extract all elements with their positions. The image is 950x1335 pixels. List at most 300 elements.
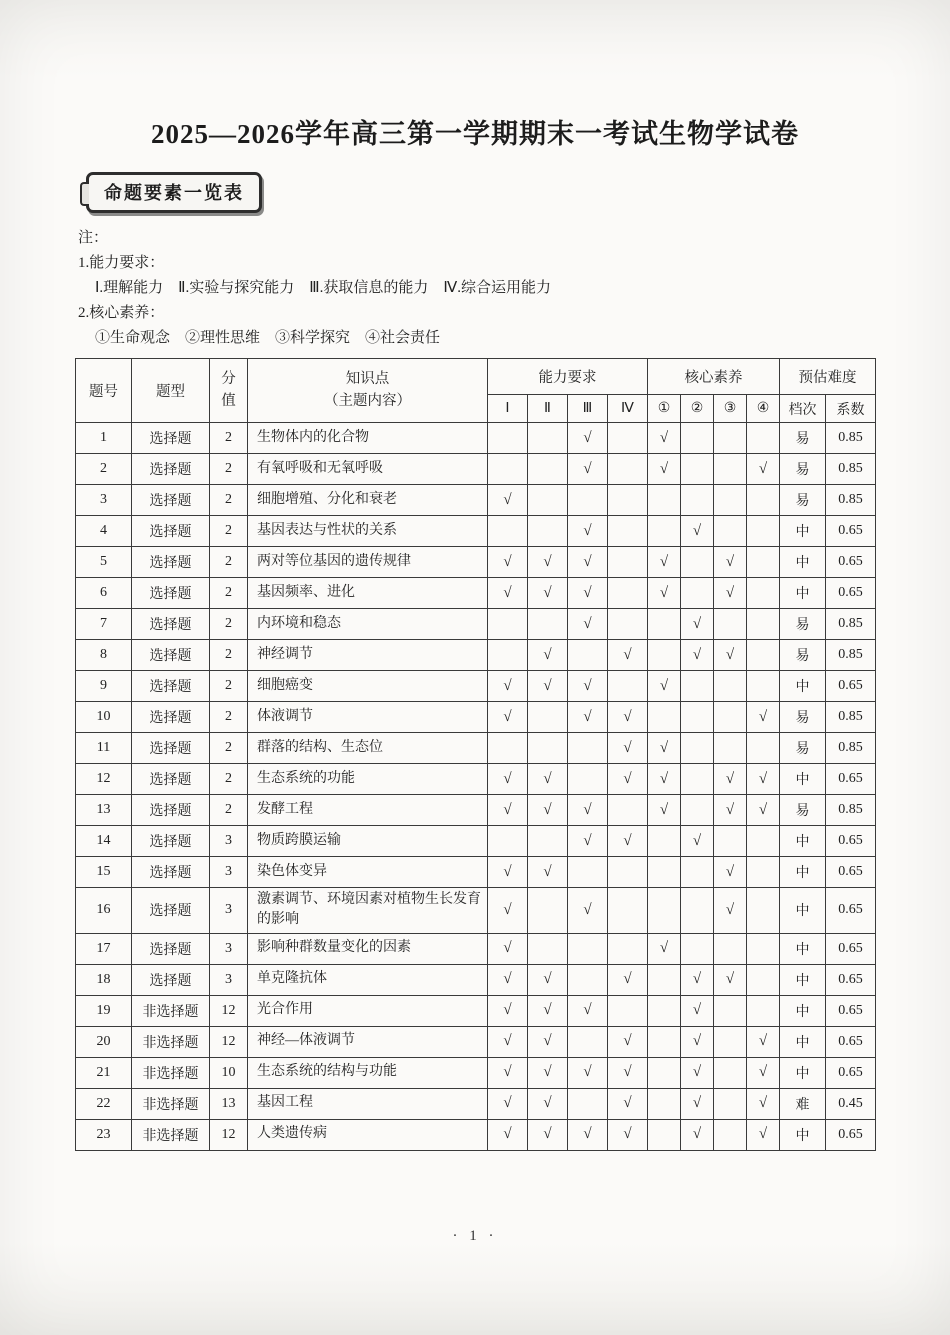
- cell-ability-3: [568, 964, 608, 995]
- table-row: [76, 640, 876, 671]
- table-row: [76, 795, 876, 826]
- cell-question-no: 18: [76, 964, 132, 995]
- cell-difficulty-coeff: 0.85: [826, 702, 876, 733]
- cell-question-type: 非选择题: [132, 1057, 210, 1088]
- cell-question-no: 6: [76, 578, 132, 609]
- cell-ability-2: [528, 702, 568, 733]
- cell-question-type: 选择题: [132, 671, 210, 702]
- cell-core-4: √: [747, 795, 780, 826]
- cell-difficulty-level: 易: [780, 640, 826, 671]
- cell-ability-4: [608, 578, 648, 609]
- cell-knowledge: 人类遗传病: [248, 1119, 488, 1150]
- cell-ability-1: [488, 733, 528, 764]
- cell-core-3: √: [714, 764, 747, 795]
- cell-ability-3: √: [568, 995, 608, 1026]
- cell-ability-2: √: [528, 1119, 568, 1150]
- cell-question-type: 选择题: [132, 578, 210, 609]
- cell-difficulty-coeff: 0.65: [826, 826, 876, 857]
- table-row: [76, 671, 876, 702]
- cell-question-type: 非选择题: [132, 1119, 210, 1150]
- cell-ability-1: √: [488, 702, 528, 733]
- cell-ability-4: √: [608, 1088, 648, 1119]
- cell-core-2: [681, 547, 714, 578]
- cell-core-3: [714, 454, 747, 485]
- cell-ability-2: [528, 933, 568, 964]
- exam-elements-table: [75, 358, 876, 1151]
- cell-ability-4: √: [608, 640, 648, 671]
- cell-core-4: [747, 671, 780, 702]
- cell-difficulty-level: 中: [780, 516, 826, 547]
- cell-core-4: [747, 933, 780, 964]
- cell-difficulty-coeff: 0.85: [826, 609, 876, 640]
- cell-core-2: [681, 764, 714, 795]
- cell-core-3: [714, 1057, 747, 1088]
- notes-block: [78, 226, 551, 351]
- cell-question-type: 选择题: [132, 933, 210, 964]
- cell-core-3: √: [714, 857, 747, 888]
- cell-question-no: 7: [76, 609, 132, 640]
- cell-ability-4: √: [608, 1119, 648, 1150]
- cell-ability-3: √: [568, 888, 608, 934]
- cell-ability-2: √: [528, 547, 568, 578]
- cell-difficulty-coeff: 0.65: [826, 578, 876, 609]
- cell-question-type: 选择题: [132, 733, 210, 764]
- cell-core-2: [681, 454, 714, 485]
- cell-core-4: √: [747, 1119, 780, 1150]
- cell-knowledge: 发酵工程: [248, 795, 488, 826]
- cell-question-type: 选择题: [132, 609, 210, 640]
- cell-core-4: [747, 423, 780, 454]
- cell-ability-3: √: [568, 423, 608, 454]
- cell-difficulty-coeff: 0.65: [826, 1057, 876, 1088]
- cell-ability-1: √: [488, 764, 528, 795]
- cell-core-1: [648, 640, 681, 671]
- cell-difficulty-coeff: 0.65: [826, 516, 876, 547]
- cell-ability-3: [568, 733, 608, 764]
- cell-core-1: [648, 485, 681, 516]
- cell-ability-4: [608, 516, 648, 547]
- cell-core-2: [681, 888, 714, 934]
- header-question-type: 题型: [132, 359, 210, 423]
- cell-core-3: √: [714, 795, 747, 826]
- cell-question-type: 非选择题: [132, 995, 210, 1026]
- cell-ability-4: [608, 995, 648, 1026]
- cell-core-4: [747, 485, 780, 516]
- cell-difficulty-coeff: 0.65: [826, 995, 876, 1026]
- cell-question-type: 选择题: [132, 826, 210, 857]
- cell-core-4: [747, 826, 780, 857]
- cell-core-4: [747, 547, 780, 578]
- cell-ability-4: [608, 888, 648, 934]
- cell-core-3: √: [714, 578, 747, 609]
- cell-core-2: √: [681, 640, 714, 671]
- cell-question-no: 22: [76, 1088, 132, 1119]
- cell-ability-2: [528, 485, 568, 516]
- cell-score: 3: [210, 857, 248, 888]
- cell-difficulty-coeff: 0.65: [826, 857, 876, 888]
- cell-difficulty-coeff: 0.65: [826, 1026, 876, 1057]
- cell-core-2: [681, 933, 714, 964]
- cell-core-1: √: [648, 671, 681, 702]
- cell-ability-2: √: [528, 1088, 568, 1119]
- cell-ability-3: [568, 764, 608, 795]
- table-row: [76, 516, 876, 547]
- table-row: [76, 454, 876, 485]
- table-row: [76, 1026, 876, 1057]
- cell-core-2: √: [681, 609, 714, 640]
- cell-core-2: [681, 423, 714, 454]
- cell-score: 2: [210, 454, 248, 485]
- table-row: [76, 1088, 876, 1119]
- cell-ability-3: √: [568, 1119, 608, 1150]
- cell-score: 2: [210, 547, 248, 578]
- table-row: [76, 933, 876, 964]
- cell-core-1: √: [648, 795, 681, 826]
- cell-ability-4: √: [608, 1026, 648, 1057]
- cell-question-type: 选择题: [132, 702, 210, 733]
- cell-core-2: √: [681, 1057, 714, 1088]
- cell-difficulty-level: 中: [780, 857, 826, 888]
- cell-ability-2: [528, 454, 568, 485]
- cell-core-2: √: [681, 964, 714, 995]
- cell-question-type: 选择题: [132, 764, 210, 795]
- cell-knowledge: 神经调节: [248, 640, 488, 671]
- cell-core-3: [714, 826, 747, 857]
- cell-question-type: 选择题: [132, 888, 210, 934]
- header-knowledge-line1: 知识点: [345, 371, 390, 388]
- cell-ability-1: √: [488, 1057, 528, 1088]
- cell-ability-2: √: [528, 964, 568, 995]
- cell-core-4: √: [747, 1026, 780, 1057]
- sub-header-core-1: ①: [648, 395, 681, 423]
- table-row: [76, 547, 876, 578]
- exam-table-body: [76, 423, 876, 1151]
- cell-core-4: [747, 609, 780, 640]
- cell-core-1: [648, 1057, 681, 1088]
- cell-ability-3: √: [568, 547, 608, 578]
- header-knowledge-line2: （主题内容）: [324, 392, 411, 409]
- cell-ability-3: [568, 933, 608, 964]
- cell-core-3: [714, 423, 747, 454]
- cell-core-4: √: [747, 764, 780, 795]
- cell-difficulty-level: 中: [780, 1057, 826, 1088]
- cell-question-no: 4: [76, 516, 132, 547]
- header-ability-group: 能力要求: [488, 359, 648, 395]
- cell-core-1: [648, 516, 681, 547]
- cell-core-1: [648, 826, 681, 857]
- cell-core-3: [714, 1026, 747, 1057]
- cell-score: 2: [210, 702, 248, 733]
- table-row: [76, 423, 876, 454]
- cell-difficulty-coeff: 0.65: [826, 764, 876, 795]
- cell-ability-1: √: [488, 995, 528, 1026]
- page-title: 2025—2026学年高三第一学期期末一考试生物学试卷: [151, 119, 799, 149]
- table-row: [76, 485, 876, 516]
- cell-ability-4: √: [608, 826, 648, 857]
- cell-ability-1: √: [488, 547, 528, 578]
- cell-difficulty-level: 易: [780, 485, 826, 516]
- cell-core-1: [648, 888, 681, 934]
- section-banner: [86, 172, 262, 213]
- cell-core-2: [681, 671, 714, 702]
- cell-core-4: [747, 640, 780, 671]
- table-row: [76, 764, 876, 795]
- cell-core-3: [714, 516, 747, 547]
- cell-difficulty-level: 中: [780, 1119, 826, 1150]
- cell-question-no: 5: [76, 547, 132, 578]
- cell-ability-2: [528, 516, 568, 547]
- cell-ability-1: [488, 516, 528, 547]
- sub-header-core-2: ②: [681, 395, 714, 423]
- cell-ability-3: √: [568, 454, 608, 485]
- cell-question-no: 12: [76, 764, 132, 795]
- cell-ability-4: [608, 547, 648, 578]
- cell-ability-2: √: [528, 857, 568, 888]
- header-knowledge: [248, 359, 488, 423]
- cell-difficulty-level: 中: [780, 671, 826, 702]
- cell-core-4: [747, 516, 780, 547]
- cell-core-1: [648, 857, 681, 888]
- cell-difficulty-level: 易: [780, 795, 826, 826]
- sub-header-ability-1: Ⅰ: [488, 395, 528, 423]
- cell-core-3: [714, 1119, 747, 1150]
- header-difficulty-group: 预估难度: [780, 359, 876, 395]
- cell-knowledge: 细胞癌变: [248, 671, 488, 702]
- cell-core-2: [681, 733, 714, 764]
- cell-score: 2: [210, 578, 248, 609]
- cell-score: 3: [210, 888, 248, 934]
- cell-score: 2: [210, 795, 248, 826]
- cell-core-3: [714, 995, 747, 1026]
- cell-difficulty-coeff: 0.65: [826, 671, 876, 702]
- cell-question-type: 选择题: [132, 454, 210, 485]
- sub-header-ability-3: Ⅲ: [568, 395, 608, 423]
- cell-core-1: [648, 995, 681, 1026]
- sub-header-core-3: ③: [714, 395, 747, 423]
- cell-knowledge: 有氧呼吸和无氧呼吸: [248, 454, 488, 485]
- cell-score: 2: [210, 485, 248, 516]
- cell-score: 12: [210, 995, 248, 1026]
- cell-difficulty-level: 中: [780, 578, 826, 609]
- cell-knowledge: 染色体变异: [248, 857, 488, 888]
- cell-ability-3: √: [568, 578, 608, 609]
- cell-question-type: 选择题: [132, 485, 210, 516]
- header-score-line1: 分: [221, 371, 236, 388]
- cell-core-1: [648, 1119, 681, 1150]
- cell-score: 2: [210, 671, 248, 702]
- cell-question-type: 选择题: [132, 547, 210, 578]
- cell-question-no: 1: [76, 423, 132, 454]
- cell-question-no: 14: [76, 826, 132, 857]
- cell-question-no: 15: [76, 857, 132, 888]
- cell-ability-1: [488, 826, 528, 857]
- cell-core-2: [681, 485, 714, 516]
- cell-ability-3: [568, 1088, 608, 1119]
- cell-core-3: [714, 702, 747, 733]
- cell-ability-3: [568, 640, 608, 671]
- cell-knowledge: 激素调节、环境因素对植物生长发育的影响: [248, 888, 488, 934]
- cell-core-1: [648, 702, 681, 733]
- cell-difficulty-coeff: 0.85: [826, 485, 876, 516]
- cell-score: 2: [210, 423, 248, 454]
- cell-knowledge: 神经—体液调节: [248, 1026, 488, 1057]
- table-row: [76, 609, 876, 640]
- cell-core-3: √: [714, 640, 747, 671]
- cell-ability-4: [608, 609, 648, 640]
- cell-score: 12: [210, 1119, 248, 1150]
- cell-difficulty-coeff: 0.85: [826, 423, 876, 454]
- cell-difficulty-level: 中: [780, 888, 826, 934]
- cell-ability-2: [528, 423, 568, 454]
- cell-difficulty-level: 易: [780, 454, 826, 485]
- cell-difficulty-level: 中: [780, 933, 826, 964]
- cell-ability-1: √: [488, 933, 528, 964]
- cell-question-no: 2: [76, 454, 132, 485]
- cell-question-type: 选择题: [132, 795, 210, 826]
- sub-header-core-4: ④: [747, 395, 780, 423]
- cell-core-1: √: [648, 578, 681, 609]
- cell-ability-2: √: [528, 795, 568, 826]
- cell-score: 3: [210, 826, 248, 857]
- cell-core-1: √: [648, 764, 681, 795]
- header-core-group: 核心素养: [648, 359, 780, 395]
- cell-difficulty-level: 中: [780, 764, 826, 795]
- cell-ability-4: √: [608, 764, 648, 795]
- cell-difficulty-level: 中: [780, 1026, 826, 1057]
- cell-ability-3: [568, 1026, 608, 1057]
- cell-difficulty-coeff: 0.85: [826, 640, 876, 671]
- cell-difficulty-level: 难: [780, 1088, 826, 1119]
- cell-question-no: 17: [76, 933, 132, 964]
- cell-ability-4: √: [608, 964, 648, 995]
- cell-core-3: √: [714, 547, 747, 578]
- cell-question-type: 选择题: [132, 964, 210, 995]
- cell-difficulty-coeff: 0.65: [826, 547, 876, 578]
- cell-difficulty-coeff: 0.65: [826, 1119, 876, 1150]
- cell-ability-1: [488, 640, 528, 671]
- cell-question-type: 非选择题: [132, 1088, 210, 1119]
- cell-score: 2: [210, 609, 248, 640]
- cell-question-no: 9: [76, 671, 132, 702]
- table-row: [76, 857, 876, 888]
- cell-ability-3: √: [568, 516, 608, 547]
- cell-ability-1: √: [488, 1088, 528, 1119]
- cell-difficulty-level: 中: [780, 995, 826, 1026]
- cell-core-4: [747, 857, 780, 888]
- cell-ability-4: [608, 933, 648, 964]
- cell-difficulty-level: 易: [780, 609, 826, 640]
- cell-core-1: [648, 964, 681, 995]
- cell-difficulty-level: 中: [780, 547, 826, 578]
- cell-ability-4: [608, 485, 648, 516]
- table-row: [76, 1119, 876, 1150]
- cell-knowledge: 生态系统的结构与功能: [248, 1057, 488, 1088]
- cell-question-type: 选择题: [132, 857, 210, 888]
- cell-difficulty-level: 易: [780, 423, 826, 454]
- cell-core-3: [714, 609, 747, 640]
- cell-ability-2: [528, 826, 568, 857]
- cell-ability-1: √: [488, 485, 528, 516]
- sub-header-ability-2: Ⅱ: [528, 395, 568, 423]
- cell-core-1: √: [648, 454, 681, 485]
- cell-knowledge: 物质跨膜运输: [248, 826, 488, 857]
- cell-knowledge: 群落的结构、生态位: [248, 733, 488, 764]
- cell-difficulty-level: 中: [780, 826, 826, 857]
- cell-core-4: [747, 888, 780, 934]
- cell-difficulty-coeff: 0.65: [826, 964, 876, 995]
- cell-score: 2: [210, 516, 248, 547]
- cell-question-type: 选择题: [132, 423, 210, 454]
- cell-score: 10: [210, 1057, 248, 1088]
- cell-core-3: √: [714, 888, 747, 934]
- cell-score: 3: [210, 964, 248, 995]
- note-ability-detail: Ⅰ.理解能力 Ⅱ.实验与探究能力 Ⅲ.获取信息的能力 Ⅳ.综合运用能力: [95, 280, 551, 296]
- cell-core-1: [648, 609, 681, 640]
- cell-question-type: 非选择题: [132, 1026, 210, 1057]
- cell-score: 2: [210, 733, 248, 764]
- cell-score: 2: [210, 764, 248, 795]
- header-question-no: 题号: [76, 359, 132, 423]
- table-row: [76, 1057, 876, 1088]
- cell-question-no: 16: [76, 888, 132, 934]
- banner-ribbon-tab: [80, 182, 89, 206]
- cell-difficulty-coeff: 0.45: [826, 1088, 876, 1119]
- cell-core-3: [714, 733, 747, 764]
- cell-knowledge: 两对等位基因的遗传规律: [248, 547, 488, 578]
- cell-core-2: √: [681, 1026, 714, 1057]
- cell-ability-3: √: [568, 702, 608, 733]
- cell-core-4: √: [747, 1088, 780, 1119]
- cell-ability-3: √: [568, 671, 608, 702]
- cell-ability-1: √: [488, 578, 528, 609]
- cell-core-3: [714, 1088, 747, 1119]
- cell-core-4: [747, 733, 780, 764]
- cell-ability-2: [528, 733, 568, 764]
- cell-ability-4: √: [608, 733, 648, 764]
- cell-core-4: [747, 995, 780, 1026]
- cell-difficulty-level: 易: [780, 733, 826, 764]
- cell-question-no: 19: [76, 995, 132, 1026]
- cell-difficulty-coeff: 0.85: [826, 454, 876, 485]
- sub-header-difficulty-2: 系数: [826, 395, 876, 423]
- cell-ability-4: √: [608, 702, 648, 733]
- cell-ability-3: √: [568, 1057, 608, 1088]
- cell-ability-3: √: [568, 609, 608, 640]
- cell-ability-1: √: [488, 671, 528, 702]
- cell-core-1: √: [648, 733, 681, 764]
- cell-core-2: √: [681, 826, 714, 857]
- cell-question-no: 20: [76, 1026, 132, 1057]
- cell-ability-2: √: [528, 1026, 568, 1057]
- cell-core-2: √: [681, 1088, 714, 1119]
- table-row: [76, 995, 876, 1026]
- cell-core-2: √: [681, 516, 714, 547]
- cell-ability-4: √: [608, 1057, 648, 1088]
- cell-ability-4: [608, 423, 648, 454]
- cell-core-4: √: [747, 454, 780, 485]
- cell-difficulty-coeff: 0.85: [826, 733, 876, 764]
- header-score: [210, 359, 248, 423]
- cell-core-3: [714, 485, 747, 516]
- sub-header-ability-4: Ⅳ: [608, 395, 648, 423]
- cell-ability-2: [528, 888, 568, 934]
- cell-ability-1: [488, 423, 528, 454]
- header-score-line2: 值: [221, 392, 236, 409]
- table-row: [76, 826, 876, 857]
- cell-core-3: [714, 933, 747, 964]
- cell-core-2: [681, 578, 714, 609]
- cell-difficulty-level: 易: [780, 702, 826, 733]
